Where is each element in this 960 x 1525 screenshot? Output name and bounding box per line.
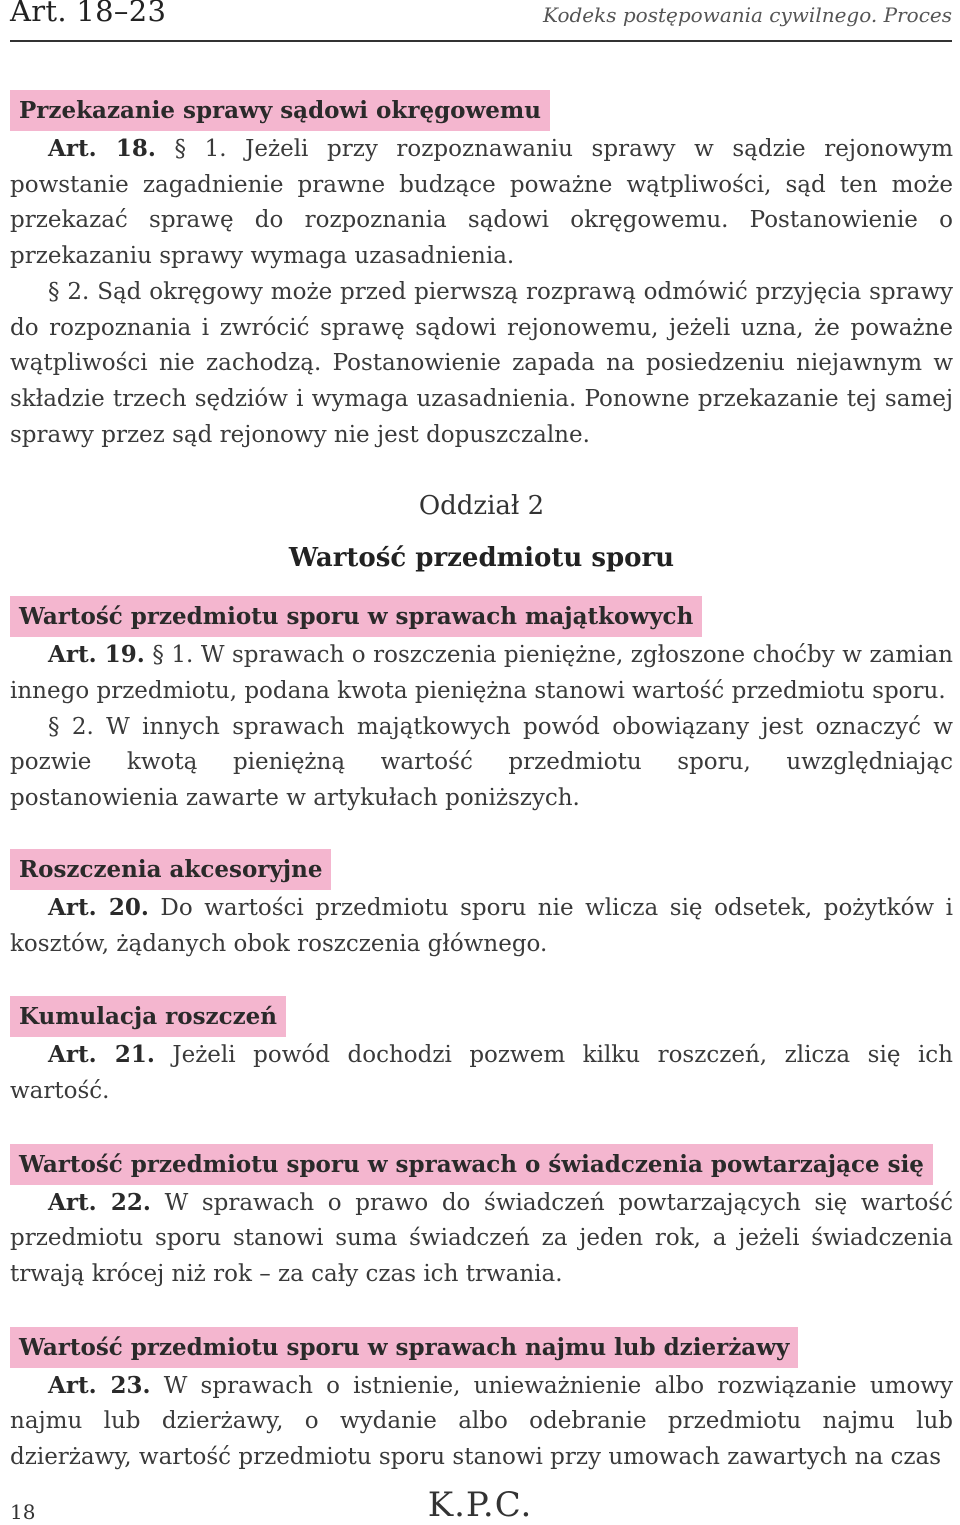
art18-label: Art. 18. — [48, 135, 156, 162]
art23-paragraph — [10, 1368, 953, 1476]
footer-code-label: K.P.C. — [427, 1485, 533, 1525]
art19-text-2: § 2. W innych sprawach majątkowych powód obowiązany jest oznaczyć w pozwie kwotą pieniężną wartość przedmiotu sporu, uwzględniając postanowienia zawarte w artykułach poniższych. — [10, 713, 953, 812]
art21-text: Jeżeli powód dochodzi pozwem kilku roszczeń, zlicza się ich wartość. — [10, 1042, 953, 1104]
page-body — [10, 90, 953, 1476]
art23-text: W sprawach o istnienie, unieważnienie albo rozwiązanie umowy najmu lub dzierżawy, o wydanie albo odebranie przedmiotu najmu lub dzierżawy, wartość przedmiotu sporu stanowi przy umowach zawartych na czas — [10, 1372, 953, 1471]
division-title: Wartość przedmiotu sporu — [288, 543, 675, 574]
running-header-title: Kodeks postępowania cywilnego. Proces — [543, 3, 952, 27]
art18-paragraph-1 — [10, 131, 953, 275]
art20-text: Do wartości przedmiotu sporu nie wlicza się odsetek, pożytków i kosztów, żądanych obok roszczenia głównego. — [10, 894, 954, 957]
section-heading-art20: Roszczenia akcesoryjne — [10, 849, 331, 890]
art20-label: Art. 20. — [48, 893, 149, 921]
art18-paragraph-2 — [10, 275, 953, 454]
art19-text-1: § 1. W sprawach o roszczenia pieniężne, zgłoszone choćby w zamian innego przedmiotu, podana kwota pieniężna stanowi wartość przedmiotu sporu. — [10, 642, 953, 705]
art21-paragraph — [10, 1037, 953, 1109]
art18-text-1: § 1. Jeżeli przy rozpoznawaniu sprawy w sądzie rejonowym powstanie zagadnienie prawne budzące poważne wątpliwości, sąd ten może przekazać sprawę do rozpoznania sądowi okręgowemu. Postanowienie o przekazaniu sprawy wymaga uzasadnienia. — [10, 136, 953, 270]
art18-text-2: § 2. Sąd okręgowy może przed pierwszą rozprawą odmówić przyjęcia sprawy do rozpoznania i zwrócić sprawę sądowi rejonowemu, jeżeli uzna, że poważne wątpliwości nie zachodzą. Postanowienie zapada na posiedzeniu niejawnym w składzie trzech sędziów i wymaga uzasadnienia. Ponowne przekazanie tej samej sprawy przez sąd rejonowy nie jest dopuszczalne. — [10, 278, 953, 448]
art22-label: Art. 22. — [48, 1188, 151, 1216]
section-heading-art19: Wartość przedmiotu sporu w sprawach majątkowych — [10, 596, 702, 637]
section-heading-art18: Przekazanie sprawy sądowi okręgowemu — [10, 90, 550, 131]
section-heading-art22: Wartość przedmiotu sporu w sprawach o świadczenia powtarzające się — [10, 1144, 933, 1185]
art23-label: Art. 23. — [48, 1371, 151, 1399]
art20-paragraph — [10, 890, 953, 962]
art21-label: Art. 21. — [48, 1041, 155, 1069]
section-heading-art21: Kumulacja roszczeń — [10, 996, 286, 1037]
section-heading-art23: Wartość przedmiotu sporu w sprawach najmu lub dzierżawy — [10, 1327, 798, 1368]
art19-label: Art. 19. — [48, 641, 145, 669]
art22-text: W sprawach o prawo do świadczeń powtarzających się wartość przedmiotu sporu stanowi suma świadczeń za jeden rok, a jeżeli świadczenia trwają krócej niż rok – za cały czas ich trwania. — [10, 1189, 953, 1288]
art22-paragraph — [10, 1185, 953, 1293]
art19-paragraph-2 — [10, 710, 953, 817]
header-divider — [10, 40, 952, 42]
page-number: 18 — [10, 1500, 36, 1524]
running-header-article-range: Art. 18–23 — [10, 0, 167, 28]
art19-paragraph-1 — [10, 637, 953, 709]
division-number: Oddział 2 — [418, 491, 545, 522]
